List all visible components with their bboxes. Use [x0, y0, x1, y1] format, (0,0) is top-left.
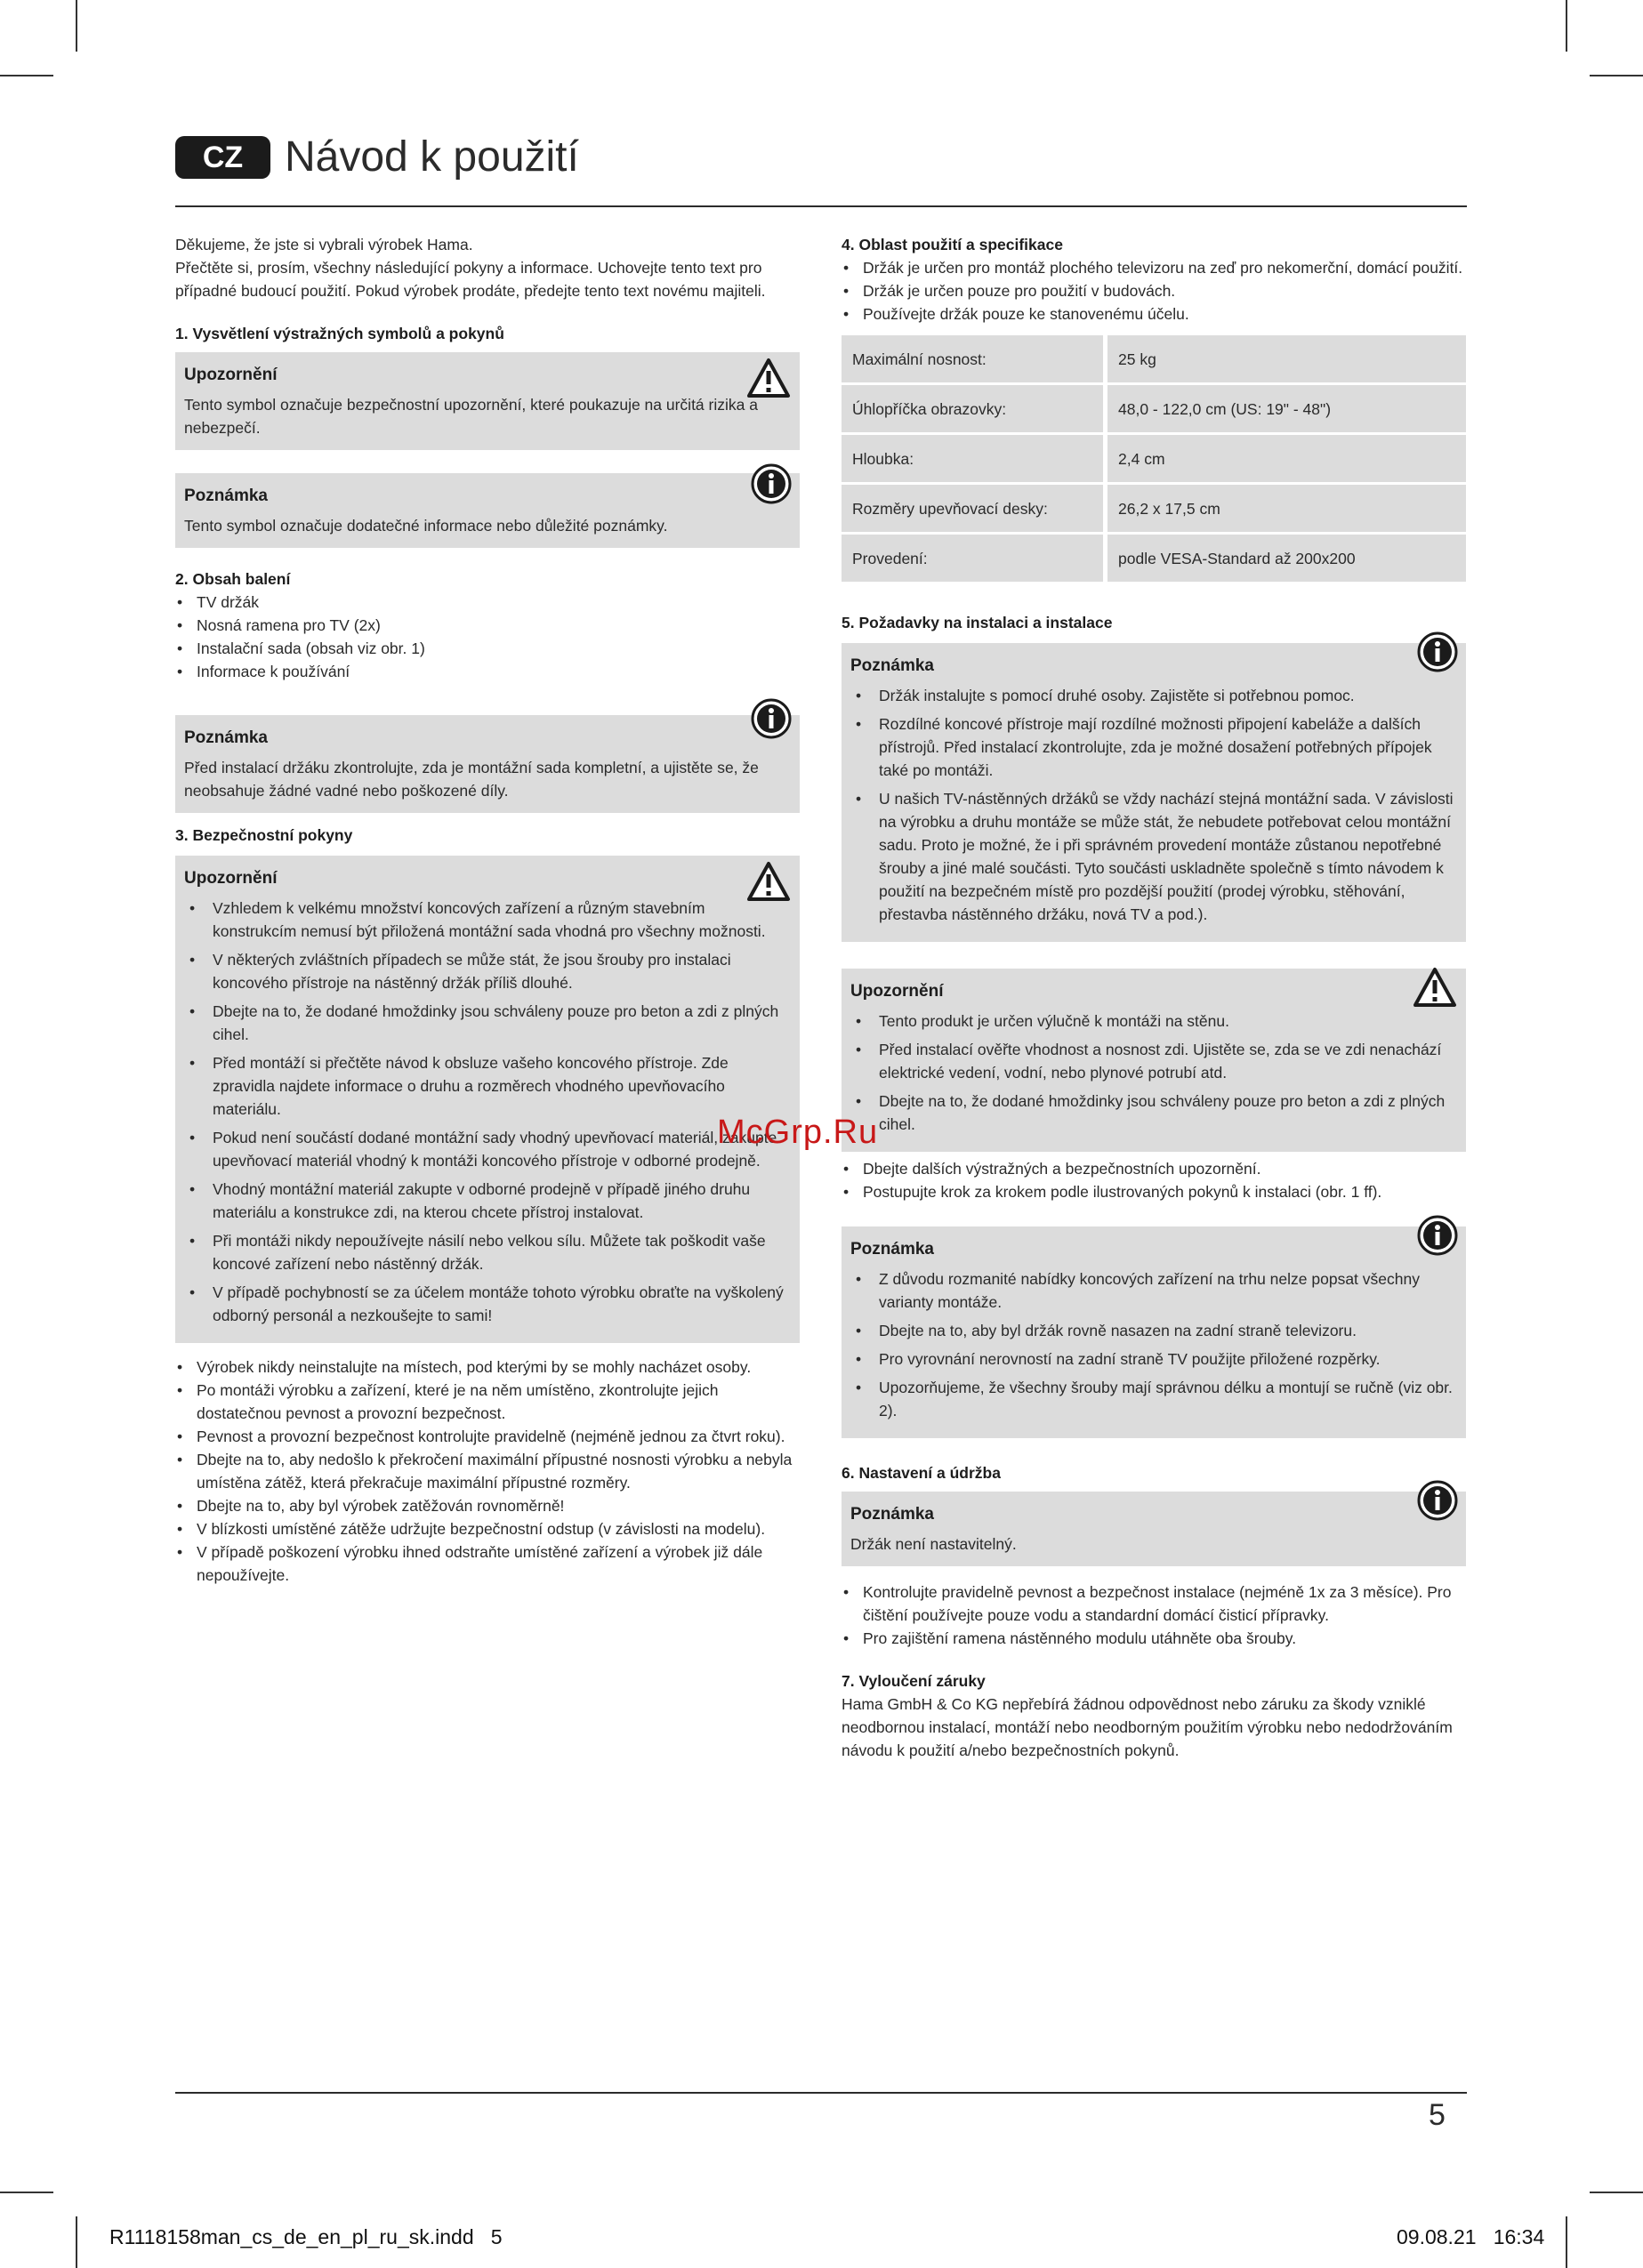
- note-list: [850, 684, 1457, 926]
- right-column: [842, 233, 1466, 1762]
- note-text: Tento symbol označuje dodatečné informace nebo důležité poznámky.: [184, 517, 668, 535]
- spec-label: Maximální nosnost:: [842, 335, 1107, 382]
- list-item: • Před montáží si přečtěte návod k obsluze vašeho koncového přístroje. Zde zpravidla najdete informace o druhu a rozměrech vhodného upevňovacího materiálu.: [184, 1051, 791, 1121]
- list-item: • Dbejte na to, že dodané hmoždinky jsou schváleny pouze pro beton a zdi z plných cihel.: [184, 1000, 791, 1046]
- list-item: • Držák je určen pro montáž plochého televizoru na zeď pro nekomerční, domácí použití.: [842, 256, 1466, 279]
- list-item: • Držák instalujte s pomocí druhé osoby. Zajistěte si potřebnou pomoc.: [850, 684, 1457, 707]
- list-item: • V případě pochybností se za účelem montáže tohoto výrobku obraťte na vyškolený odborný personál a nezkoušejte to sami!: [184, 1281, 791, 1327]
- section-6-title: 6. Nastavení a údržba: [842, 1464, 1001, 1482]
- list-item: • Rozdílné koncové přístroje mají rozdílné možnosti připojení kabeláže a dalších přístrojů. Před instalací zkontrolujte, zda je možné dosažení potřebných přípojek také po montáži.: [850, 712, 1457, 782]
- page-number: 5: [1429, 2098, 1446, 2132]
- list-item: • Dbejte dalších výstražných a bezpečnostních upozornění.: [842, 1157, 1466, 1180]
- list-item: • Dbejte na to, že dodané hmoždinky jsou schváleny pouze pro beton a zdi z plných cihel.: [850, 1090, 1457, 1136]
- warning-list: [850, 1009, 1457, 1136]
- package-list: [175, 591, 800, 683]
- list-item: • Držák je určen pouze pro použití v budovách.: [842, 279, 1466, 302]
- list-item: • Informace k používání: [175, 660, 800, 683]
- warning-list: [184, 897, 791, 1327]
- warning-title: Upozornění: [184, 869, 278, 888]
- list-item: • V blízkosti umístěné zátěže udržujte bezpečnostní odstup (v závislosti na modelu).: [175, 1517, 800, 1540]
- section-1-title: 1. Vysvětlení výstražných symbolů a pokynů: [175, 325, 504, 342]
- section-5-title: 5. Požadavky na instalaci a instalace: [842, 614, 1113, 631]
- spec-label: Provedení:: [842, 535, 1107, 582]
- list-item: • Vzhledem k velkému množství koncových zařízení a různým stavebním konstrukcím nemusí být přiložená montážní sada vhodná pro všechny možnosti.: [184, 897, 791, 943]
- section-2-title: 2. Obsah balení: [175, 570, 291, 588]
- list-item: • Pevnost a provozní bezpečnost kontrolujte pravidelně (nejméně jednou za čtvrt roku).: [175, 1425, 800, 1448]
- usage-list: [842, 256, 1466, 326]
- crop-mark: [1566, 0, 1567, 52]
- crop-mark: [0, 2192, 53, 2193]
- list-item: • Dbejte na to, aby byl držák rovně nasazen na zadní straně televizoru.: [850, 1319, 1457, 1342]
- watermark: McGrp.Ru: [717, 1114, 879, 1151]
- footer-rule: [175, 2092, 1467, 2094]
- list-item: • V některých zvláštních případech se může stát, že jsou šrouby pro instalaci koncového přístroje na nástěnný držák příliš dlouhé.: [184, 948, 791, 994]
- list-item: • Dbejte na to, aby byl výrobek zatěžován rovnoměrně!: [175, 1494, 800, 1517]
- spec-table: [842, 333, 1466, 584]
- spec-value: podle VESA-Standard až 200x200: [1107, 535, 1466, 582]
- crop-mark: [76, 0, 77, 52]
- crop-mark: [76, 2216, 77, 2268]
- intro-paragraph: Přečtěte si, prosím, všechny následující pokyny a informace. Uchovejte tento text pro případné budoucí použití. Pokud výrobek prodáte, předejte tento text novému majiteli.: [175, 259, 766, 300]
- note-list: [850, 1267, 1457, 1422]
- header-rule: [175, 205, 1467, 207]
- list-item: • Po montáži výrobku a zařízení, které je na něm umístěno, zkontrolujte jejich dostatečnou pevnost a provozní bezpečnost.: [175, 1379, 800, 1425]
- warning-box: [175, 856, 800, 1343]
- table-row: [842, 535, 1466, 582]
- list-item: • Při montáži nikdy nepoužívejte násilí nebo velkou sílu. Můžete tak poškodit vaše koncové zařízení nebo nástěnný držák.: [184, 1229, 791, 1275]
- list-item: • Vhodný montážní materiál zakupte v odborné prodejně v případě jiného druhu materiálu a konstrukce zdi, na kterou chcete přístroj instalovat.: [184, 1178, 791, 1224]
- crop-mark: [1566, 2216, 1567, 2268]
- note-text: Držák není nastavitelný.: [850, 1535, 1017, 1553]
- footer-date: 09.08.21 16:34: [1397, 2225, 1545, 2248]
- list-item: • Kontrolujte pravidelně pevnost a bezpečnost instalace (nejméně 1x za 3 měsíce). Pro čištění používejte pouze vodu a standardní domácí čisticí přípravky.: [842, 1580, 1466, 1627]
- list-item: • Před instalací ověřte vhodnost a nosnost zdi. Ujistěte se, zda se ve zdi nenachází elektrické vedení, vodní, nebo plynové potrubí atd.: [850, 1038, 1457, 1084]
- table-row: [842, 485, 1466, 532]
- note-box: [175, 473, 800, 548]
- note-text: Před instalací držáku zkontrolujte, zda je montážní sada kompletní, a ujistěte se, že neobsahuje žádné vadné nebo poškozené díly.: [184, 759, 759, 800]
- info-icon: [1416, 1479, 1459, 1522]
- section-4-title: 4. Oblast použití a specifikace: [842, 236, 1063, 253]
- table-row: [842, 385, 1466, 432]
- note-box: [175, 715, 800, 813]
- list-item: • Tento produkt je určen výlučně k montáži na stěnu.: [850, 1009, 1457, 1033]
- spec-value: 25 kg: [1107, 335, 1466, 382]
- table-row: [842, 335, 1466, 382]
- warning-title: Upozornění: [850, 982, 944, 1001]
- info-icon: [1416, 1214, 1459, 1257]
- language-badge: CZ: [175, 136, 270, 179]
- list-item: • Výrobek nikdy neinstalujte na místech, pod kterými by se mohly nacházet osoby.: [175, 1355, 800, 1379]
- info-icon: [750, 462, 793, 505]
- warning-box: [842, 969, 1466, 1152]
- list-item: • V případě poškození výrobku ihned odstraňte umístěné zařízení a výrobek již dále nepoužívejte.: [175, 1540, 800, 1587]
- spec-label: Hloubka:: [842, 435, 1107, 482]
- list-item: • Dbejte na to, aby nedošlo k překročení maximální přípustné nosnosti výrobku a nebyla umístěna zátěž, která překračuje maximální přípustné rozměry.: [175, 1448, 800, 1494]
- crop-mark: [1590, 2192, 1643, 2193]
- spec-label: Rozměry upevňovací desky:: [842, 485, 1107, 532]
- left-column: [175, 233, 800, 1587]
- spec-value: 2,4 cm: [1107, 435, 1466, 482]
- page-title: Návod k použití: [285, 133, 579, 181]
- footer-filename: R1118158man_cs_de_en_pl_ru_sk.indd 5: [109, 2225, 503, 2248]
- note-title: Poznámka: [184, 487, 268, 505]
- note-box: [842, 1492, 1466, 1566]
- list-item: • Z důvodu rozmanité nabídky koncových zařízení na trhu nelze popsat všechny varianty montáže.: [850, 1267, 1457, 1314]
- list-item: • Pokud není součástí dodané montážní sady vhodný upevňovací materiál, zakupte upevňovací materiál vhodný k montáži koncového přístroje v odborné prodejně.: [184, 1126, 791, 1172]
- install-list: [842, 1157, 1466, 1203]
- list-item: • TV držák: [175, 591, 800, 614]
- spec-value: 26,2 x 17,5 cm: [1107, 485, 1466, 532]
- list-item: • Používejte držák pouze ke stanovenému účelu.: [842, 302, 1466, 326]
- list-item: • Instalační sada (obsah viz obr. 1): [175, 637, 800, 660]
- crop-mark: [1590, 75, 1643, 76]
- warning-box: [175, 352, 800, 450]
- note-box: [842, 643, 1466, 942]
- section-3-title: 3. Bezpečnostní pokyny: [175, 826, 353, 844]
- info-icon: [1416, 631, 1459, 673]
- list-item: • Upozorňujeme, že všechny šrouby mají správnou délku a montují se ručně (viz obr. 2).: [850, 1376, 1457, 1422]
- warning-triangle-icon: [746, 358, 791, 398]
- list-item: • Pro zajištění ramena nástěnného modulu utáhněte oba šrouby.: [842, 1627, 1466, 1650]
- intro-line: Děkujeme, že jste si vybrali výrobek Hama.: [175, 236, 473, 253]
- maintenance-list: [842, 1580, 1466, 1650]
- safety-list: [175, 1355, 800, 1587]
- list-item: • Nosná ramena pro TV (2x): [175, 614, 800, 637]
- crop-mark: [0, 75, 53, 76]
- note-title: Poznámka: [850, 656, 934, 675]
- table-row: [842, 435, 1466, 482]
- note-box: [842, 1226, 1466, 1438]
- warning-triangle-icon: [1413, 967, 1457, 1008]
- list-item: • U našich TV-nástěnných držáků se vždy nachází stejná montážní sada. V závislosti na výrobku a druhu montáže se může stát, že nebudete potřebovat celou montážní sadu. Proto je možné, že i při správném provedení montáže zůstanou nepotřebné šrouby a jiné malé součásti. Tyto součásti uskladněte společně s tímto návodem k použití na bezpečném místě pro pozdější použití (prodej výrobku, stěhování, přestavba nástěnného držáku, nová TV a pod.).: [850, 787, 1457, 926]
- section-7-title: 7. Vyloučení záruky: [842, 1672, 986, 1690]
- list-item: • Postupujte krok za krokem podle ilustrovaných pokynů k instalaci (obr. 1 ff).: [842, 1180, 1466, 1203]
- info-icon: [750, 697, 793, 740]
- warning-title: Upozornění: [184, 366, 278, 384]
- spec-value: 48,0 - 122,0 cm (US: 19" - 48"): [1107, 385, 1466, 432]
- warning-text: Tento symbol označuje bezpečnostní upozornění, které poukazuje na určitá rizika a nebezpečí.: [184, 396, 758, 437]
- list-item: • Pro vyrovnání nerovností na zadní straně TV použijte přiložené rozpěrky.: [850, 1347, 1457, 1371]
- warranty-text: Hama GmbH & Co KG nepřebírá žádnou odpovědnost nebo záruku za škody vzniklé neodbornou instalací, montáží nebo neodborným použitím výrobku nebo nedodržováním návodu k použití a/nebo bezpečnostních pokynů.: [842, 1695, 1453, 1759]
- note-title: Poznámka: [850, 1240, 934, 1259]
- note-title: Poznámka: [850, 1505, 934, 1524]
- spec-label: Úhlopříčka obrazovky:: [842, 385, 1107, 432]
- note-title: Poznámka: [184, 728, 268, 747]
